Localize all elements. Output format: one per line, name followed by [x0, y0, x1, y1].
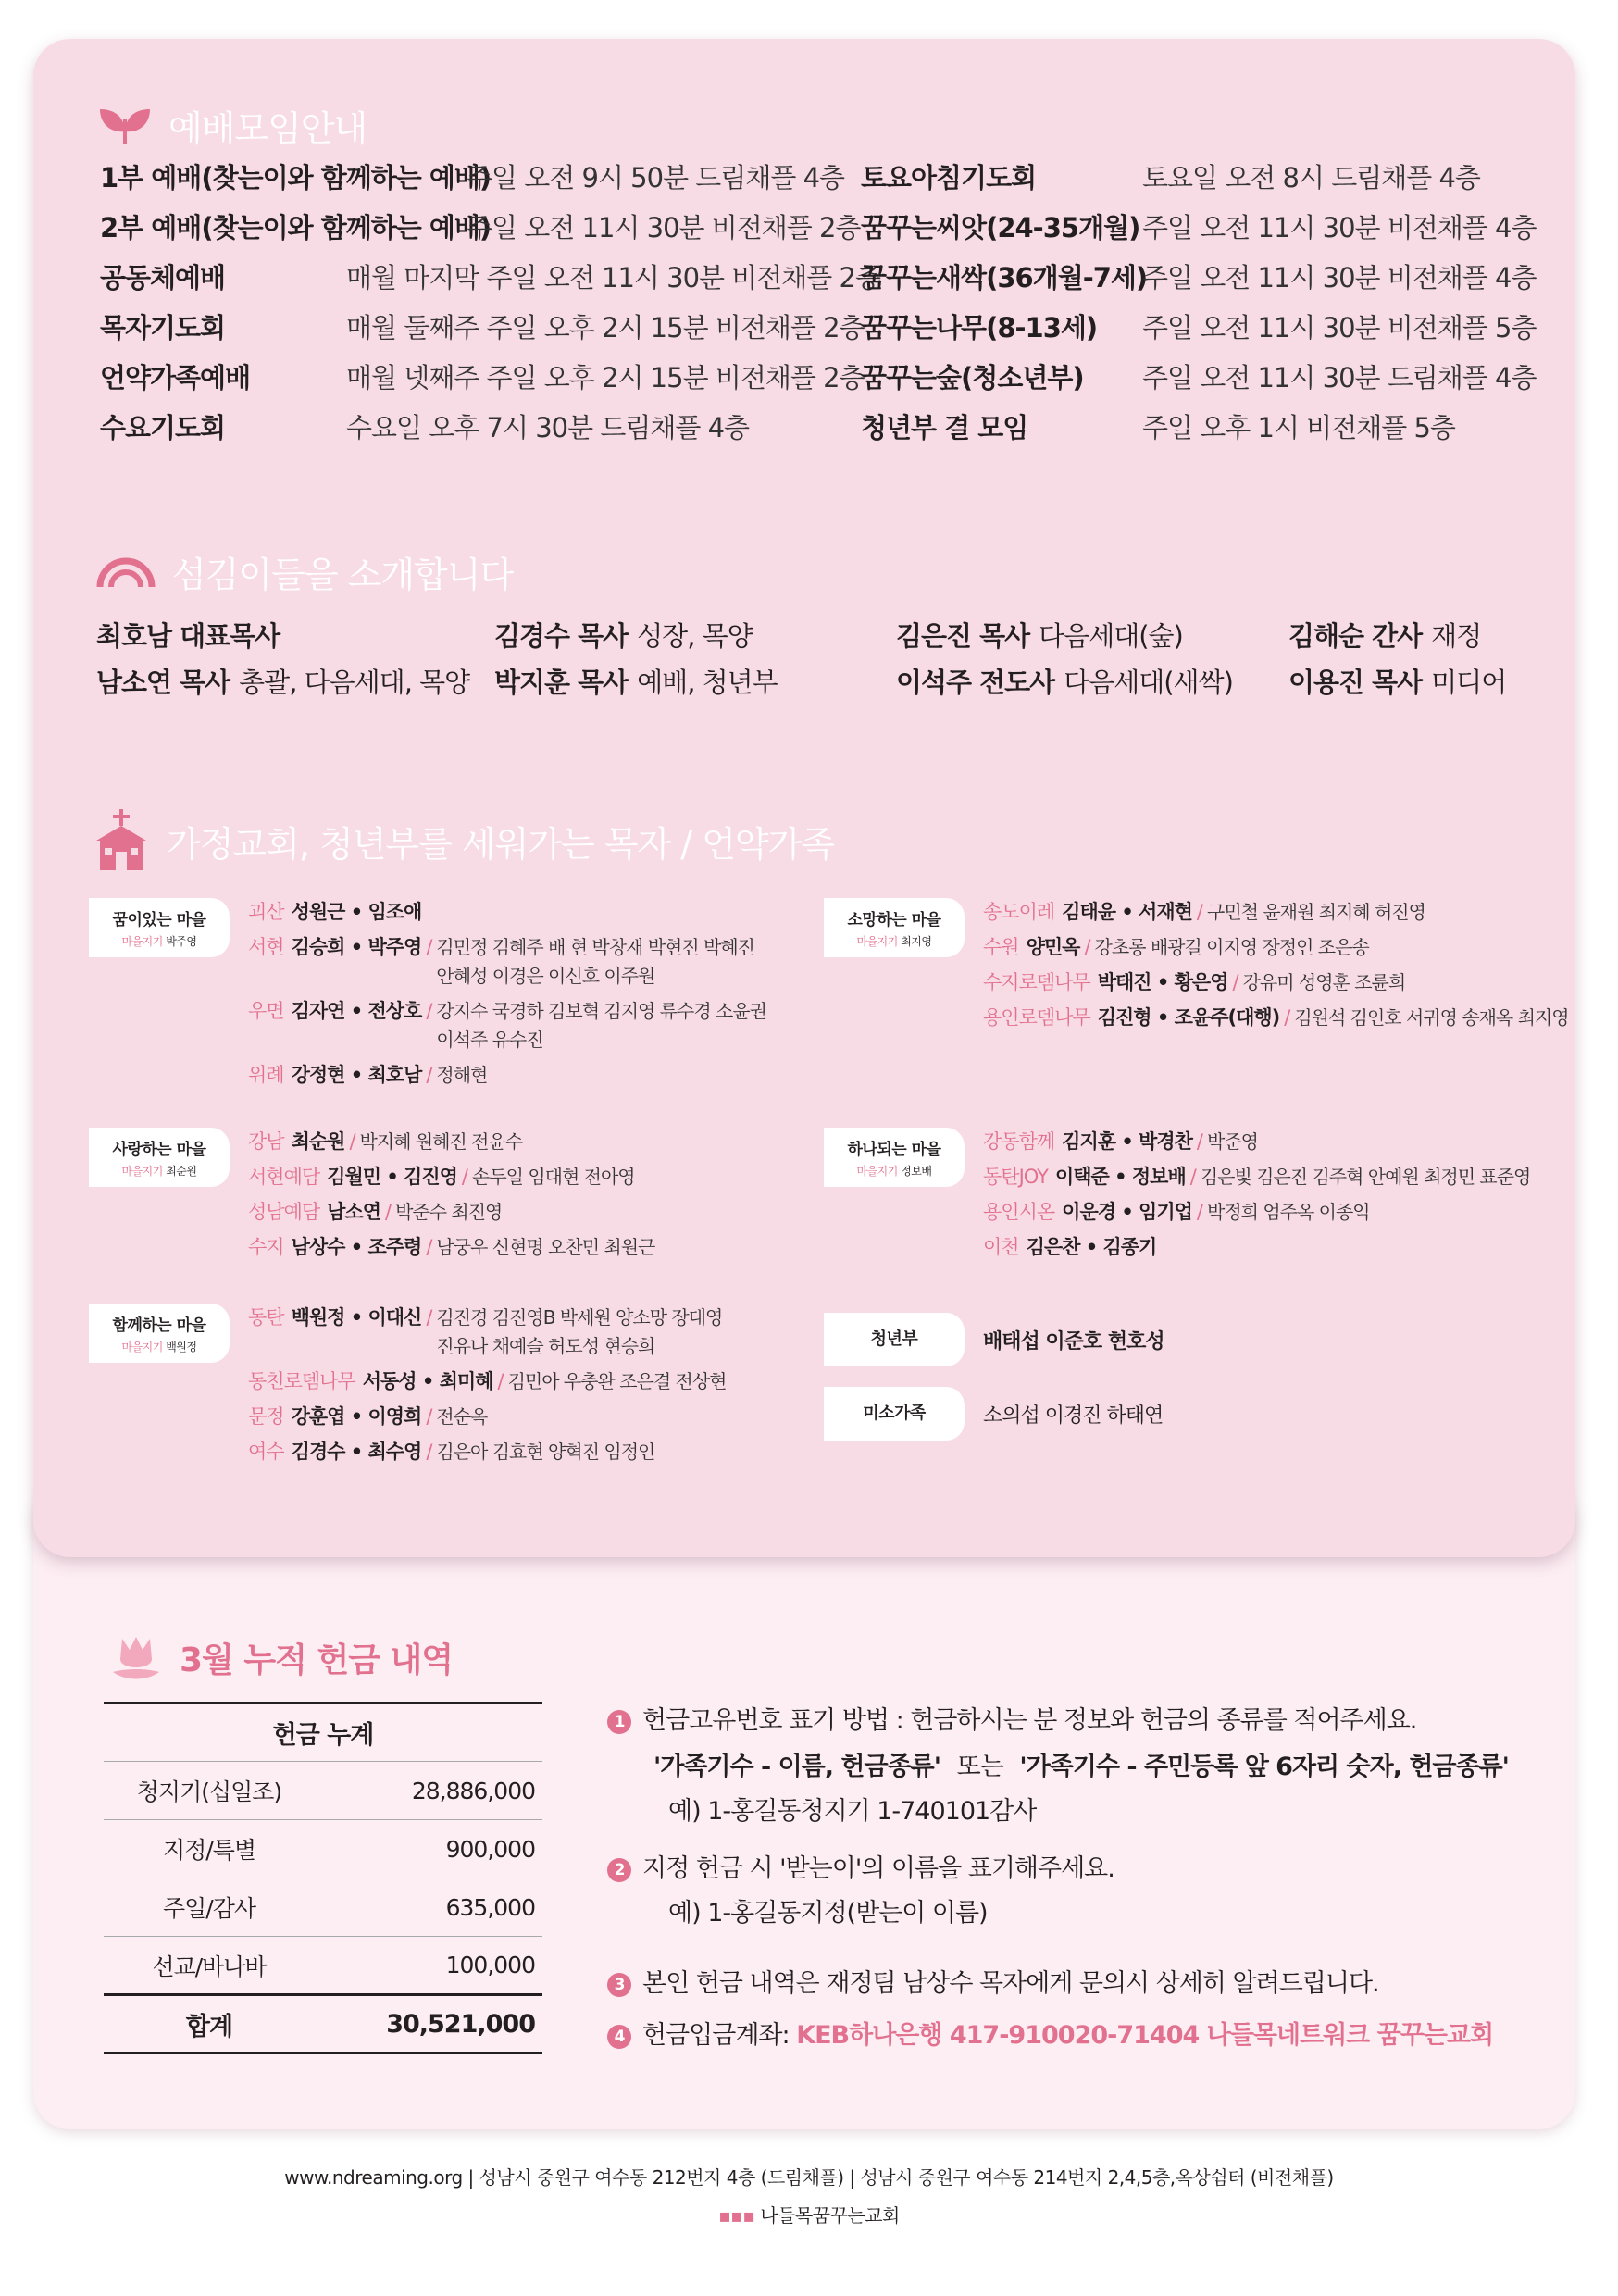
- separator: /: [1084, 936, 1090, 958]
- nonfamily-members: 소의섭 이경진 하태연: [983, 1404, 1164, 1428]
- separator: /: [349, 1130, 355, 1153]
- staff-member: [1288, 662, 1506, 700]
- church-icon: [93, 807, 150, 874]
- staff-member: [494, 616, 753, 654]
- staff-member: [896, 616, 1183, 654]
- house-church: [983, 968, 1569, 997]
- house-church: [983, 933, 1569, 962]
- house-church-place: 이천: [983, 1236, 1019, 1258]
- house-church-leader: 김월민 • 김진영: [327, 1166, 457, 1188]
- house-church-members: 박정희 엄주옥 이종익: [1207, 1201, 1370, 1223]
- schedule-row: [100, 407, 822, 457]
- house-church-place: 수지: [248, 1236, 284, 1258]
- schedule-row: [100, 157, 845, 207]
- village-name: 사랑하는 마을: [112, 1141, 206, 1159]
- house-church: [248, 1061, 766, 1090]
- offering-value: 28,886,000: [315, 1762, 542, 1820]
- house-church: [983, 1128, 1530, 1156]
- house-church-leader: 강훈엽 • 이영희: [291, 1405, 422, 1428]
- house-church-leader: 백원정 • 이대신: [291, 1306, 422, 1329]
- note-2-text: 지정 헌금 시 '받는이'의 이름을 표기해주세요.: [642, 1854, 1114, 1883]
- schedule-time: 주일 오전 11시 30분 비전채플 2층: [467, 212, 861, 243]
- offering-value: 100,000: [315, 1937, 542, 1995]
- number-badge: 4: [607, 2025, 631, 2049]
- village-name: 소망하는 마을: [847, 911, 941, 930]
- offering-table: [104, 1702, 542, 2054]
- village-groups: [248, 1304, 726, 1473]
- staff-name: 김은진 목사: [896, 620, 1030, 652]
- house-church-place: 서현예담: [248, 1166, 320, 1188]
- house-church-leader: 김지훈 • 박경찬: [1062, 1130, 1192, 1153]
- offering-value: 900,000: [315, 1820, 542, 1878]
- house-church-members-cont: 진유나 채예슬 허도성 현승희: [436, 1335, 655, 1357]
- staff-name: 최호남 대표목사: [96, 620, 280, 652]
- offering-label: 청지기(십일조): [104, 1762, 315, 1820]
- separator: /: [426, 1405, 432, 1428]
- staff-name: 이용진 목사: [1288, 667, 1423, 698]
- schedule-time: 수요일 오후 7시 30분 드림채플 4층: [346, 412, 750, 443]
- schedule-name: 1부 예배(찾는이와 함께하는 예배): [100, 162, 492, 193]
- tulip-icon: [109, 1631, 163, 1683]
- offering-value: 635,000: [315, 1878, 542, 1937]
- table-row: [104, 1878, 542, 1937]
- staff-title: 섬김이들을 소개합니다: [172, 555, 514, 595]
- house-church: [248, 997, 766, 1054]
- house-church-members: 박준영: [1207, 1130, 1258, 1153]
- staff-name: 김해순 간사: [1288, 620, 1423, 652]
- note-1-format: [653, 1746, 1509, 1782]
- village-tag: [89, 1304, 230, 1363]
- schedule-name: 꿈꾸는숲(청소년부): [861, 362, 1084, 393]
- village-keeper-name: 정보배: [901, 1165, 932, 1178]
- staff-role: 예배, 청년부: [637, 667, 778, 698]
- village-keeper-prefix: 마을지기: [121, 1165, 163, 1178]
- note-2: [607, 1848, 1114, 1884]
- total-value: 30,521,000: [315, 1995, 542, 2053]
- village-keeper-prefix: 마을지기: [121, 1341, 163, 1354]
- village-keeper: [89, 1163, 230, 1179]
- house-church-members: 박지혜 원혜진 전윤수: [359, 1130, 523, 1153]
- house-church-leader: 성원근 • 임조애: [291, 901, 422, 923]
- village-name: 꿈이있는 마을: [112, 911, 206, 930]
- village-keeper-prefix: 마을지기: [121, 935, 163, 948]
- house-church-leader: 김경수 • 최수영: [291, 1441, 422, 1463]
- worship-title: 예배모임안내: [168, 108, 367, 149]
- house-church-leader: 서동성 • 최미혜: [362, 1370, 493, 1392]
- village-keeper-name: 박주영: [166, 935, 197, 948]
- village-groups: [983, 1128, 1530, 1268]
- staff-role: 성장, 목양: [637, 620, 753, 652]
- house-church-place: 여수: [248, 1441, 284, 1463]
- schedule-time: 토요일 오전 8시 드림채플 4층: [1142, 162, 1480, 193]
- youth-tag: 청년부: [824, 1313, 965, 1366]
- house-church-members: 김민정 김혜주 배 현 박창재 박현진 박혜진: [436, 936, 755, 958]
- house-church-members-cont: 이석주 유수진: [436, 1029, 543, 1051]
- house-church-leader: 김진형 • 조윤주(대행): [1097, 1006, 1280, 1029]
- staff-section-header: [96, 546, 513, 597]
- village-keeper-name: 백원정: [166, 1341, 197, 1354]
- worship-schedule-left: [100, 157, 881, 457]
- separator: /: [497, 1370, 504, 1392]
- schedule-name: 목자기도회: [100, 312, 226, 343]
- house-church: [248, 1128, 654, 1156]
- schedule-row: [861, 157, 1564, 207]
- house-church: [983, 1004, 1569, 1032]
- separator: /: [426, 1441, 432, 1463]
- schedule-name: 토요아침기도회: [861, 162, 1037, 193]
- house-church: [248, 898, 766, 927]
- schedule-name: 언약가족예배: [100, 362, 251, 393]
- village-keeper-prefix: 마을지기: [856, 1165, 898, 1178]
- staff-role: 다음세대(숲): [1039, 620, 1183, 652]
- schedule-row: [861, 257, 1564, 307]
- schedule-name: 2부 예배(찾는이와 함께하는 예배): [100, 212, 492, 243]
- schedule-time: 주일 오후 1시 비전채플 5층: [1142, 412, 1455, 443]
- house-church-leader: 이운경 • 임기업: [1062, 1201, 1192, 1223]
- schedule-row: [100, 207, 861, 257]
- village-keeper: [824, 933, 965, 949]
- house-church-place: 강동함께: [983, 1130, 1055, 1153]
- total-label: 합계: [104, 1995, 315, 2053]
- offering-section-header: [109, 1631, 453, 1683]
- house-church-leader: 남소연: [327, 1201, 381, 1223]
- schedule-time: 주일 오전 11시 30분 비전채플 4층: [1142, 212, 1537, 243]
- staff-role: 미디어: [1431, 667, 1507, 698]
- schedule-name: 꿈꾸는씨앗(24-35개월): [861, 212, 1140, 243]
- house-church-place: 위례: [248, 1064, 284, 1086]
- house-church-place: 성남예담: [248, 1201, 320, 1223]
- table-row: [104, 1937, 542, 1995]
- house-church-place: 동천로뎀나무: [248, 1370, 355, 1392]
- house-church-leader: 강정현 • 최호남: [291, 1064, 422, 1086]
- total-row: [104, 1995, 542, 2053]
- schedule-time: 매월 마지막 주일 오전 11시 30분 비전채플 2층: [346, 262, 881, 293]
- staff-name: 박지훈 목사: [494, 667, 629, 698]
- house-church-members: 손두일 임대현 전아영: [472, 1166, 635, 1188]
- separator: /: [1196, 901, 1202, 923]
- offering-table-header: 헌금 누계: [272, 1721, 374, 1750]
- house-church-leader: 김자연 • 전상호: [291, 1000, 422, 1022]
- worship-section-header: [98, 100, 367, 151]
- footer: [0, 2163, 1618, 2227]
- table-row: [104, 1762, 542, 1820]
- house-church-place: 동탄: [248, 1306, 284, 1329]
- staff-role: 다음세대(새싹): [1064, 667, 1233, 698]
- village-keeper: [824, 1163, 965, 1179]
- schedule-name: 수요기도회: [100, 412, 226, 443]
- house-church-leader: 김태윤 • 서재현: [1062, 901, 1192, 923]
- separator: /: [1196, 1130, 1202, 1153]
- house-church-place: 괴산: [248, 901, 284, 923]
- house-church-place: 수지로뎀나무: [983, 971, 1090, 993]
- house-church: [248, 1233, 654, 1262]
- village-keeper-name: 최지영: [901, 935, 932, 948]
- schedule-row: [100, 257, 881, 307]
- house-church-members-cont: 안혜성 이경은 이신호 이주원: [436, 965, 655, 987]
- house-church-leader: 김은찬 • 김종기: [1026, 1236, 1157, 1258]
- note-1-example: 예) 1-홍길동청지기 1-740101감사: [668, 1797, 1037, 1826]
- note-1-format-b: '가족기수 - 주민등록 앞 6자리 숫자, 헌금종류': [1019, 1753, 1509, 1781]
- house-church-members: 강유미 성영훈 조륜희: [1242, 971, 1406, 993]
- schedule-row: [861, 307, 1564, 357]
- schedule-row: [861, 357, 1564, 407]
- village-tag: [824, 1128, 965, 1187]
- house-church: [248, 1163, 654, 1192]
- note-3-text: 본인 헌금 내역은 재정팀 남상수 목자에게 문의시 상세히 알려드립니다.: [642, 1969, 1379, 1998]
- staff-role: 총괄, 다음세대, 목양: [239, 667, 470, 698]
- house-church-members: 박준수 최진영: [395, 1201, 503, 1223]
- house-church-leader: 양민옥: [1026, 936, 1080, 958]
- number-badge: 1: [607, 1710, 631, 1734]
- rainbow-icon: [96, 554, 156, 591]
- schedule-time: 주일 오전 11시 30분 비전채플 5층: [1142, 312, 1537, 343]
- schedule-time: 주일 오전 11시 30분 비전채플 4층: [1142, 262, 1537, 293]
- house-church-members: 강초롱 배광길 이지영 장정인 조은송: [1094, 936, 1369, 958]
- leaf-icon: [98, 104, 152, 148]
- schedule-name: 청년부 결 모임: [861, 412, 1028, 443]
- note-4: [607, 2015, 1493, 2051]
- separator: /: [1196, 1201, 1202, 1223]
- village-name: 함께하는 마을: [112, 1316, 206, 1335]
- logo-mark-icon: ▪▪▪: [718, 2204, 755, 2227]
- village-tag: [89, 898, 230, 957]
- house-church: [248, 1304, 726, 1361]
- note-1-format-a: '가족기수 - 이름, 헌금종류': [653, 1753, 941, 1781]
- note-1: [607, 1700, 1416, 1736]
- village-keeper-name: 최순원: [166, 1165, 197, 1178]
- nonfamily-tag: 미소가족: [824, 1387, 965, 1441]
- separator: /: [426, 936, 432, 958]
- note-1-text: 헌금고유번호 표기 방법 : 헌금하시는 분 정보와 헌금의 종류를 적어주세요.: [642, 1706, 1417, 1735]
- separator: /: [385, 1201, 392, 1223]
- house-church-place: 용인로뎀나무: [983, 1006, 1090, 1029]
- house-church-leader: 박태진 • 황은영: [1097, 971, 1228, 993]
- separator: /: [1284, 1006, 1290, 1029]
- house-church-members: 김은빛 김은진 김주혁 안예원 최정민 표준영: [1200, 1166, 1531, 1188]
- house-church-members: 김진경 김진영B 박세원 양소망 장대영: [436, 1306, 723, 1329]
- number-badge: 3: [607, 1973, 631, 1997]
- separator: /: [461, 1166, 467, 1188]
- house-church-members: 김은아 김효현 양혁진 임정인: [436, 1441, 655, 1463]
- staff-member: [96, 662, 469, 700]
- house-church-members: 김민아 우충완 조은결 전상현: [507, 1370, 727, 1392]
- separator: /: [1232, 971, 1238, 993]
- church-logo-text: 나들목꿈꾸는교회: [760, 2204, 900, 2227]
- separator: /: [426, 1000, 432, 1022]
- schedule-time: 주일 오전 11시 30분 드림채플 4층: [1142, 362, 1537, 393]
- staff-role: 재정: [1431, 620, 1482, 652]
- schedule-row: [861, 407, 1564, 457]
- offering-title: 3월 누적 헌금 내역: [180, 1641, 454, 1679]
- staff-name: 이석주 전도사: [896, 667, 1055, 698]
- schedule-row: [100, 357, 865, 407]
- table-row: [104, 1820, 542, 1878]
- schedule-name: 공동체예배: [100, 262, 226, 293]
- house-church-place: 서현: [248, 936, 284, 958]
- village-tag: [824, 898, 965, 957]
- house-church-members: 남궁우 신현명 오찬민 최원근: [436, 1236, 655, 1258]
- youth-members: 배태섭 이준호 현호성: [983, 1330, 1164, 1354]
- note-1-or: 또는: [956, 1753, 1003, 1781]
- offering-label: 선교/바나바: [104, 1937, 315, 1995]
- house-church-members: 강지수 국경하 김보혁 김지영 류수경 소윤권: [436, 1000, 766, 1022]
- house-church: [248, 1198, 654, 1227]
- schedule-time: 매월 둘째주 주일 오후 2시 15분 비전채플 2층: [346, 312, 865, 343]
- house-church-place: 송도이레: [983, 901, 1055, 923]
- village-section-header: [93, 807, 834, 874]
- house-church: [983, 898, 1569, 927]
- note-2-example: 예) 1-홍길동지정(받는이 이름): [668, 1899, 988, 1928]
- house-church: [983, 1233, 1530, 1262]
- separator: /: [1189, 1166, 1196, 1188]
- number-badge: 2: [607, 1858, 631, 1882]
- house-church-members: 전순옥: [436, 1405, 488, 1428]
- house-church-leader: 남상수 • 조주령: [291, 1236, 422, 1258]
- schedule-name: 꿈꾸는나무(8-13세): [861, 312, 1098, 343]
- house-church-members: 구민철 윤재원 최지혜 허진영: [1207, 901, 1425, 923]
- offering-label: 주일/감사: [104, 1878, 315, 1937]
- separator: /: [426, 1064, 432, 1086]
- house-church-place: 수원: [983, 936, 1019, 958]
- house-church: [248, 1403, 726, 1431]
- house-church-place: 용인시온: [983, 1201, 1055, 1223]
- house-church: [248, 1367, 726, 1396]
- staff-member: [896, 662, 1233, 700]
- schedule-name: 꿈꾸는새싹(36개월-7세): [861, 262, 1148, 293]
- house-church-members: 김원석 김인호 서귀영 송재옥 최지영: [1294, 1006, 1569, 1029]
- schedule-time: 매월 넷째주 주일 오후 2시 15분 비전채플 2층: [346, 362, 865, 393]
- house-church-place: 우면: [248, 1000, 284, 1022]
- staff-member: [494, 662, 778, 700]
- village-groups: [248, 898, 766, 1096]
- bank-account: KEB하나은행 417-910020-71404 나들목네트워크 꿈꾸는교회: [796, 2021, 1494, 2050]
- church-logo: [0, 2201, 1618, 2227]
- house-church: [248, 1438, 726, 1466]
- staff-name: 남소연 목사: [96, 667, 230, 698]
- note-3: [607, 1963, 1379, 1999]
- footer-address: www.ndreaming.org | 성남시 중원구 여수동 212번지 4층 (드림채플) | 성남시 중원구 여수동 214번지 2,4,5층,옥상쉼터 (비전채플): [284, 2166, 1334, 2189]
- village-groups: [983, 898, 1569, 1039]
- house-church-members: 정해현: [436, 1064, 488, 1086]
- village-tag: [89, 1128, 230, 1187]
- house-church: [983, 1163, 1530, 1192]
- staff-member: [1288, 616, 1481, 654]
- schedule-row: [861, 207, 1564, 257]
- note-4-label: 헌금입금계좌:: [642, 2021, 790, 2050]
- house-church: [983, 1198, 1530, 1227]
- staff-name: 김경수 목사: [494, 620, 629, 652]
- offering-label: 지정/특별: [104, 1820, 315, 1878]
- schedule-time: 주일 오전 9시 50분 드림채플 4층: [467, 162, 845, 193]
- house-church-leader: 최순원: [291, 1130, 345, 1153]
- house-church-place: 강남: [248, 1130, 284, 1153]
- house-church-place: 문정: [248, 1405, 284, 1428]
- staff-member: [96, 616, 289, 654]
- village-keeper-prefix: 마을지기: [856, 935, 898, 948]
- village-title: 가정교회, 청년부를 세워가는 목자 / 언약가족: [167, 823, 835, 865]
- house-church: [248, 933, 766, 991]
- house-church-leader: 이택준 • 정보배: [1054, 1166, 1186, 1188]
- separator: /: [426, 1236, 432, 1258]
- house-church-leader: 김승희 • 박주영: [291, 936, 422, 958]
- separator: /: [426, 1306, 432, 1329]
- worship-schedule-right: [861, 157, 1564, 457]
- house-church-place: 동탄JOY: [983, 1166, 1048, 1188]
- village-keeper: [89, 933, 230, 949]
- schedule-row: [100, 307, 865, 357]
- village-groups: [248, 1128, 654, 1268]
- village-name: 하나되는 마을: [847, 1141, 941, 1159]
- village-keeper: [89, 1339, 230, 1354]
